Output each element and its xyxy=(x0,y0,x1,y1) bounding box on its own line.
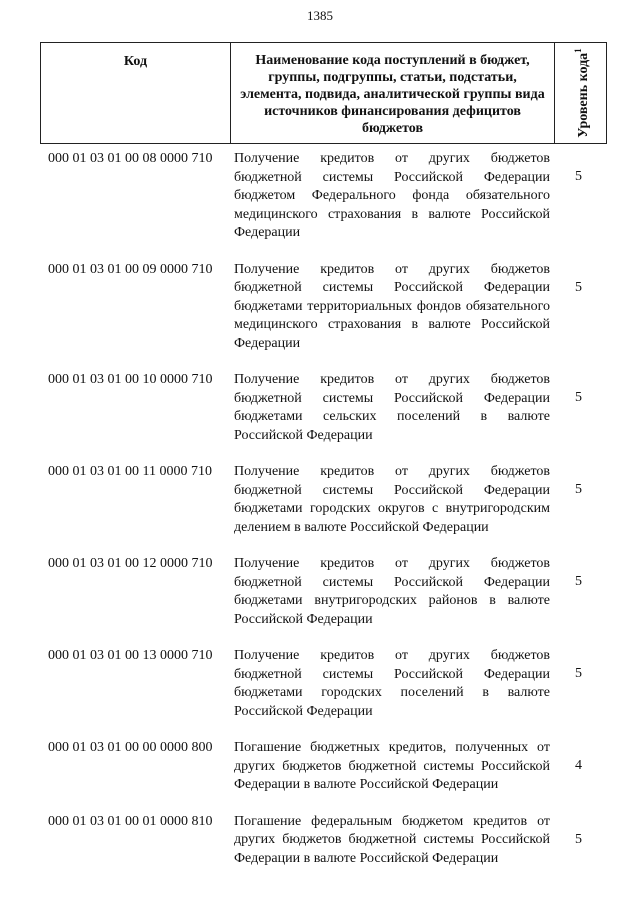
row-name: Получение кредитов от других бюджетов бюджетной системы Российской Федерации бюджетами сельских поселений в валюте Российской Федерации xyxy=(234,372,550,443)
header-level xyxy=(571,48,591,137)
table-row xyxy=(40,739,607,795)
row-name: Погашение бюджетных кредитов, полученных от других бюджетов бюджетной системы Российской Федерации в валюте Российской Федерации xyxy=(234,740,550,792)
row-level: 5 xyxy=(575,574,582,589)
row-level: 5 xyxy=(575,831,582,847)
row-level: 5 xyxy=(575,279,582,295)
table-row xyxy=(40,371,607,445)
row-name: Получение кредитов от других бюджетов бюджетной системы Российской Федерации бюджетом Федерального фонда обязательного медицинского страхования в валюте Российской Федерации xyxy=(234,151,550,240)
row-level: 4 xyxy=(575,758,582,773)
header-level-cell xyxy=(555,43,606,143)
row-name: Получение кредитов от других бюджетов бюджетной системы Российской Федерации бюджетами городских округов с внутригородским делением в валюте Российской Федерации xyxy=(234,464,550,535)
row-code: 000 01 03 01 00 01 0000 810 xyxy=(48,813,213,829)
header-code: Код xyxy=(41,43,231,143)
row-code: 000 01 03 01 00 08 0000 710 xyxy=(48,151,213,166)
table-row xyxy=(40,555,607,629)
row-name: Получение кредитов от других бюджетов бюджетной системы Российской Федерации бюджетами внутригородских районов в валюте Российской Федерации xyxy=(234,556,550,627)
row-name: Получение кредитов от других бюджетов бюджетной системы Российской Федерации бюджетами территориальных фондов обязательного медицинского страхования в валюте Российской Федерации xyxy=(234,261,550,351)
row-code: 000 01 03 01 00 11 0000 710 xyxy=(48,464,212,479)
row-name: Погашение федеральным бюджетом кредитов от других бюджетов бюджетной системы Российской Федерации в валюте Российской Федерации xyxy=(234,813,550,866)
header-name: Наименование кода поступлений в бюджет, группы, подгруппы, статьи, подстатьи, элемента, подвида, аналитической группы вида источников финансирования дефицитов бюджетов xyxy=(231,43,555,143)
table-body xyxy=(40,150,607,886)
page-number: 1385 xyxy=(307,8,333,23)
table-header xyxy=(40,42,607,144)
header-level-footnote: 1 xyxy=(572,48,583,53)
row-code: 000 01 03 01 00 13 0000 710 xyxy=(48,648,213,663)
row-name: Получение кредитов от других бюджетов бюджетной системы Российской Федерации бюджетами городских поселений в валюте Российской Федерации xyxy=(234,648,550,719)
table-row xyxy=(40,813,607,869)
table-row xyxy=(40,150,607,243)
row-level: 5 xyxy=(575,390,582,405)
row-code: 000 01 03 01 00 09 0000 710 xyxy=(48,261,213,277)
row-code: 000 01 03 01 00 10 0000 710 xyxy=(48,372,213,387)
table-row xyxy=(40,261,607,354)
row-level: 5 xyxy=(575,666,582,681)
row-level: 5 xyxy=(575,169,582,184)
row-code: 000 01 03 01 00 00 0000 800 xyxy=(48,740,213,755)
row-level: 5 xyxy=(575,482,582,497)
row-code: 000 01 03 01 00 12 0000 710 xyxy=(48,556,213,571)
table-row xyxy=(40,647,607,721)
header-level-label: Уровень кода xyxy=(575,52,591,138)
table-row xyxy=(40,463,607,537)
